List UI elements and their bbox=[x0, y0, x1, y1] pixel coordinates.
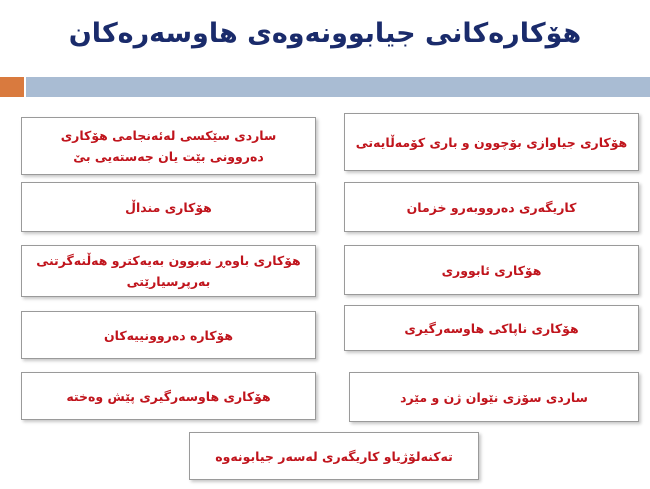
title-accent-square bbox=[0, 77, 24, 97]
right-box-4 bbox=[344, 305, 639, 351]
left-box-5 bbox=[21, 372, 316, 420]
right-box-1 bbox=[344, 113, 639, 171]
right-box-2 bbox=[344, 182, 639, 232]
left-box-3-label: هۆکاری باوەڕ نەبوون بەیەکترو هەڵنەگرتنی بەرپرسیارێتی bbox=[36, 253, 301, 289]
right-box-4-label: هۆکاری ناپاکی هاوسەرگیری bbox=[404, 320, 579, 336]
left-box-5-label: هۆکاری هاوسەرگیری پێش وەختە bbox=[66, 388, 271, 404]
left-box-4 bbox=[21, 311, 316, 359]
left-box-1 bbox=[21, 117, 316, 175]
left-box-2 bbox=[21, 182, 316, 232]
right-box-2-label: کاریگەری دەرووبەرو خزمان bbox=[406, 199, 577, 215]
left-box-4-label: هۆکارە دەروونییەکان bbox=[103, 327, 234, 343]
right-box-3 bbox=[344, 245, 639, 295]
bottom-box-label: تەکنەلۆژیاو کاریگەری لەسەر جیابونەوە bbox=[215, 448, 453, 464]
left-box-3 bbox=[21, 245, 316, 297]
title-accent-bar bbox=[26, 77, 650, 97]
left-box-1-label: ساردی سێکسی لەئەنجامی هۆکاری دەروونی بێت یان جەستەیی بێ bbox=[60, 128, 277, 164]
slide-title: هۆکارەکانی جیابوونەوەی هاوسەرەکان bbox=[68, 18, 582, 49]
right-box-5 bbox=[349, 372, 639, 422]
left-box-2-label: هۆکاری منداڵ bbox=[125, 199, 212, 215]
right-box-1-label: هۆکاری جیاوازی بۆچوون و باری کۆمەڵایەتی bbox=[355, 134, 628, 150]
right-box-3-label: هۆکاری ئابووری bbox=[441, 262, 542, 278]
bottom-box bbox=[189, 432, 479, 480]
right-box-5-label: ساردی سۆزی نێوان ژن و مێرد bbox=[400, 389, 588, 405]
